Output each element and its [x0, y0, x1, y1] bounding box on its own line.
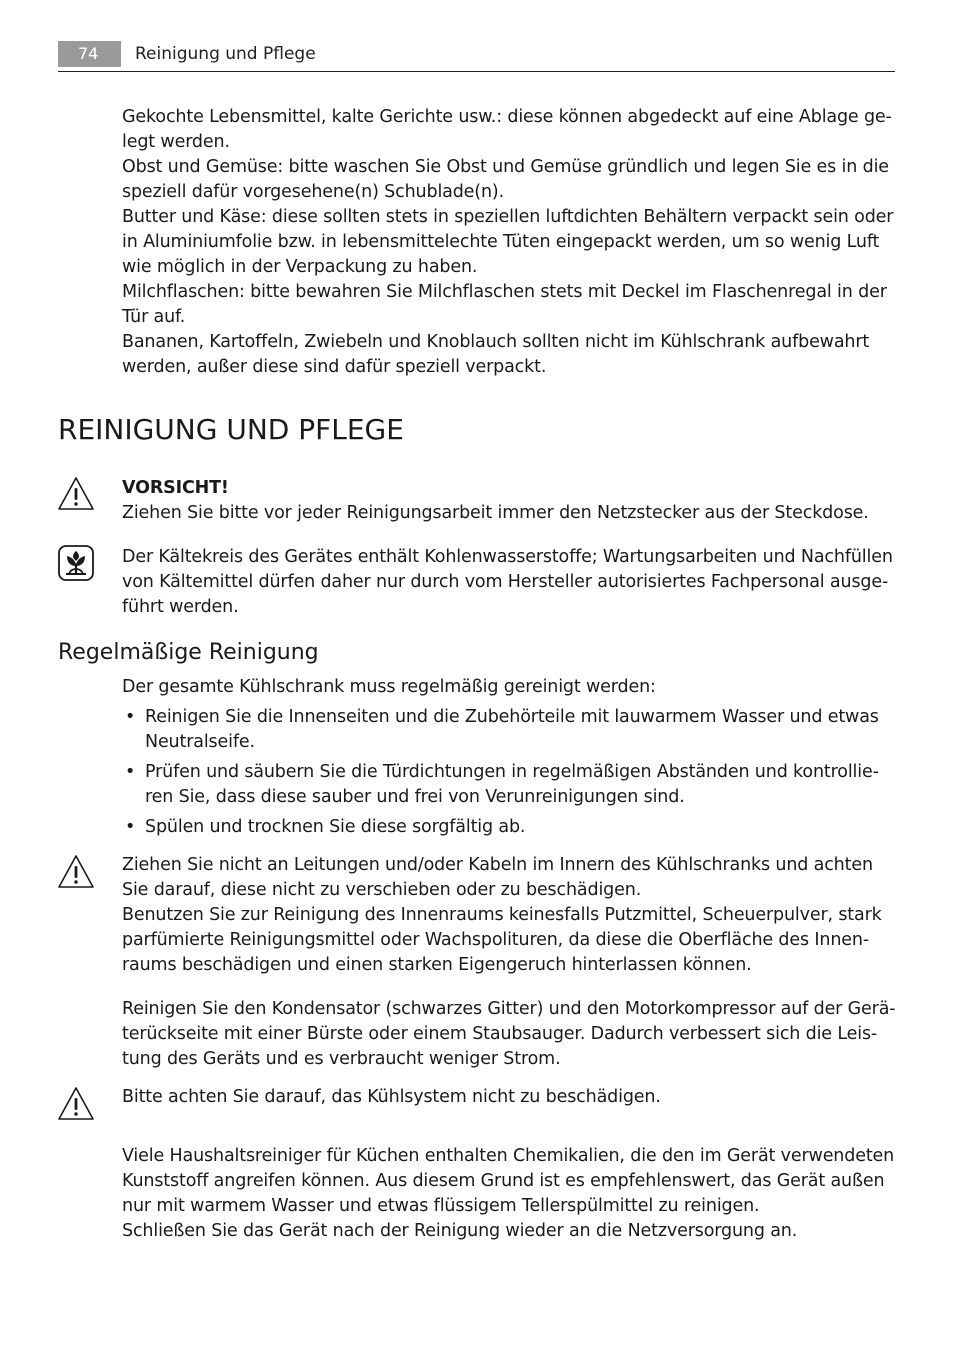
text-line: in Aluminiumfolie bzw. in lebensmittelechte Tüten eingepackt werden, um so wenig Luft [122, 232, 880, 252]
warning-triangle-icon [57, 854, 95, 889]
warning-triangle-icon [57, 476, 95, 511]
main-heading: REINIGUNG UND PFLEGE [58, 413, 404, 446]
text-line: legt werden. [122, 132, 230, 152]
subheading-regular-cleaning: Regelmäßige Reinigung [58, 640, 319, 665]
cleaners-paragraph [122, 1144, 900, 1244]
warning-cooling-text: Bitte achten Sie darauf, das Kühlsystem nicht zu beschädigen. [122, 1087, 661, 1107]
text-line: Sie darauf, diese nicht zu verschieben oder zu beschädigen. [122, 880, 642, 900]
caution-block [122, 476, 900, 526]
text-line: Benutzen Sie zur Reinigung des Innenraums keinesfalls Putzmittel, Scheuerpulver, stark [122, 905, 882, 925]
text-line: Butter und Käse: diese sollten stets in speziellen luftdichten Behältern verpackt sein oder [122, 207, 894, 227]
text-line: Kunststoff angreifen können. Aus diesem Grund ist es empfehlenswert, das Gerät außen [122, 1171, 885, 1191]
text-line: ren Sie, dass diese sauber und frei von Verunreinigungen sind. [145, 787, 685, 807]
cleaning-bullet-list [122, 705, 900, 840]
regular-cleaning-intro: Der gesamte Kühlschrank muss regelmäßig gereinigt werden: [122, 677, 656, 697]
text-line: raums beschädigen und einen starken Eigengeruch hinterlassen können. [122, 955, 752, 975]
regular-cleaning-section [122, 675, 900, 845]
text-line: Prüfen und säubern Sie die Türdichtungen in regelmäßigen Abständen und kontrollie- [145, 762, 879, 782]
warning-cooling-system [122, 1085, 900, 1110]
text-line: speziell dafür vorgesehene(n) Schublade(n). [122, 182, 505, 202]
condenser-paragraph [122, 997, 900, 1072]
page-header [58, 40, 895, 72]
text-line: Bananen, Kartoffeln, Zwiebeln und Knoblauch sollten nicht im Kühlschrank aufbewahrt [122, 332, 870, 352]
text-line: führt werden. [122, 597, 239, 617]
text-line: Spülen und trocknen Sie diese sorgfältig ab. [145, 817, 526, 837]
text-line: von Kältemittel dürfen daher nur durch vom Hersteller autorisiertes Fachpersonal ausge- [122, 572, 889, 592]
text-line: werden, außer diese sind dafür speziell verpackt. [122, 357, 547, 377]
caution-text: Ziehen Sie bitte vor jeder Reinigungsarbeit immer den Netzstecker aus der Steckdose. [122, 503, 869, 523]
text-line: Der Kältekreis des Gerätes enthält Kohlenwasserstoffe; Wartungsarbeiten und Nachfüllen [122, 547, 893, 567]
warning-triangle-icon [57, 1086, 95, 1121]
text-line: nur mit warmem Wasser und etwas flüssigem Tellerspülmittel zu reinigen. [122, 1196, 760, 1216]
list-item [122, 760, 900, 810]
text-line: Tür auf. [122, 307, 186, 327]
list-item [122, 815, 900, 840]
environment-flower-icon [58, 545, 94, 581]
text-line: Reinigen Sie den Kondensator (schwarzes Gitter) und den Motorkompressor auf der Gerä- [122, 999, 896, 1019]
text-line: Milchflaschen: bitte bewahren Sie Milchflaschen stets mit Deckel im Flaschenregal in der [122, 282, 887, 302]
bullet-dot: • [125, 762, 136, 782]
text-line: tung des Geräts und es verbraucht weniger Strom. [122, 1049, 561, 1069]
list-item [122, 705, 900, 755]
text-line: terückseite mit einer Bürste oder einem Staubsauger. Dadurch verbessert sich die Leis- [122, 1024, 878, 1044]
text-line: wie möglich in der Verpackung zu haben. [122, 257, 478, 277]
bullet-dot: • [125, 817, 136, 837]
caution-title: VORSICHT! [122, 478, 229, 498]
page-number: 74 [58, 41, 121, 67]
warning-cables [122, 853, 900, 978]
intro-text [122, 105, 900, 380]
text-line: Neutralseife. [145, 732, 255, 752]
header-section-title: Reinigung und Pflege [135, 44, 316, 64]
text-line: Reinigen Sie die Innenseiten und die Zubehörteile mit lauwarmem Wasser und etwas [145, 707, 879, 727]
text-line: Gekochte Lebensmittel, kalte Gerichte usw.: diese können abgedeckt auf eine Ablage ge- [122, 107, 892, 127]
bullet-dot: • [125, 707, 136, 727]
environment-note [122, 545, 900, 620]
text-line: Viele Haushaltsreiniger für Küchen enthalten Chemikalien, die den im Gerät verwendeten [122, 1146, 895, 1166]
text-line: Obst und Gemüse: bitte waschen Sie Obst und Gemüse gründlich und legen Sie es in die [122, 157, 889, 177]
text-line: Ziehen Sie nicht an Leitungen und/oder Kabeln im Innern des Kühlschranks und achten [122, 855, 873, 875]
text-line: parfümierte Reinigungsmittel oder Wachspolituren, da diese die Oberfläche des Innen- [122, 930, 869, 950]
text-line: Schließen Sie das Gerät nach der Reinigung wieder an die Netzversorgung an. [122, 1221, 798, 1241]
